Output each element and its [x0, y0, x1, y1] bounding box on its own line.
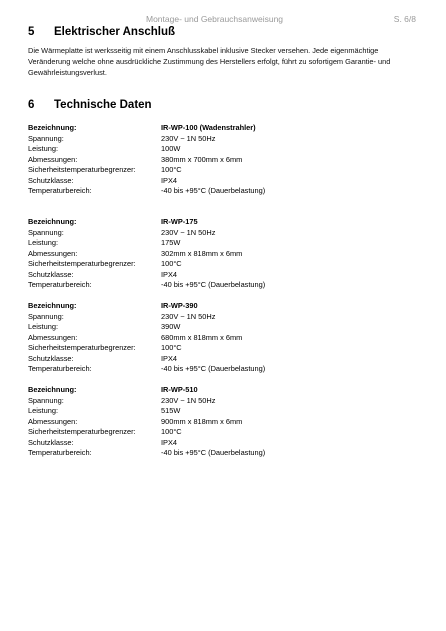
- spec-row-dimensions: [28, 249, 418, 260]
- spec-value: 100W: [161, 144, 181, 153]
- spec-label: Leistung:: [28, 322, 58, 331]
- spec-block-ir-wp-510: [28, 385, 418, 459]
- spec-label: Bezeichnung:: [28, 301, 77, 310]
- section-6-heading: [28, 99, 152, 111]
- spec-label: Leistung:: [28, 144, 58, 153]
- spec-row-designation: [28, 217, 418, 228]
- spec-value: 680mm x 818mm x 6mm: [161, 332, 243, 342]
- spec-row-temperature: [28, 364, 418, 375]
- spec-label: Temperaturbereich:: [28, 186, 92, 195]
- spec-label: Schutzklasse:: [28, 353, 74, 363]
- spec-label: Bezeichnung:: [28, 217, 77, 226]
- spec-row-limiter: [28, 427, 418, 438]
- spec-label: Abmessungen:: [28, 416, 78, 426]
- spec-value: 230V ~ 1N 50Hz: [161, 133, 216, 143]
- spec-label: Sicherheitstemperaturbegrenzer:: [28, 259, 136, 268]
- spec-label: Spannung:: [28, 395, 64, 405]
- spec-row-power: [28, 322, 418, 333]
- spec-value: 390W: [161, 322, 181, 331]
- spec-value: IR-WP-100 (Wadenstrahler): [161, 123, 256, 132]
- spec-value: IPX4: [161, 175, 178, 185]
- spec-row-temperature: [28, 280, 418, 291]
- spec-value: IPX4: [161, 353, 178, 363]
- section-5-number: 5: [28, 26, 35, 38]
- spec-block-ir-wp-100: [28, 123, 418, 197]
- spec-value: 515W: [161, 406, 181, 415]
- spec-value: 230V ~ 1N 50Hz: [161, 227, 216, 237]
- section-6-title: Technische Daten: [54, 99, 152, 111]
- spec-value: 900mm x 818mm x 6mm: [161, 416, 243, 426]
- spec-label: Leistung:: [28, 406, 58, 415]
- spec-row-voltage: [28, 396, 418, 407]
- spec-label: Sicherheitstemperaturbegrenzer:: [28, 165, 136, 174]
- spec-label: Leistung:: [28, 238, 58, 247]
- spec-row-voltage: [28, 312, 418, 323]
- spec-label: Schutzklasse:: [28, 175, 74, 185]
- spec-row-dimensions: [28, 333, 418, 344]
- spec-value: 302mm x 818mm x 6mm: [161, 248, 243, 258]
- page-number: S. 6/8: [393, 14, 416, 24]
- spec-label: Schutzklasse:: [28, 437, 74, 447]
- spec-value: 175W: [161, 238, 181, 247]
- spec-label: Abmessungen:: [28, 248, 78, 258]
- spec-label: Bezeichnung:: [28, 123, 77, 132]
- spec-row-protection: [28, 176, 418, 187]
- spec-row-designation: [28, 123, 418, 134]
- section-5-title: Elektrischer Anschluß: [54, 26, 176, 38]
- spec-row-protection: [28, 438, 418, 449]
- spec-row-protection: [28, 354, 418, 365]
- spec-row-voltage: [28, 134, 418, 145]
- spec-value: 100°C: [161, 343, 182, 352]
- spec-row-temperature: [28, 186, 418, 197]
- spec-value: -40 bis +95°C (Dauerbelastung): [161, 186, 266, 195]
- spec-value: 100°C: [161, 165, 182, 174]
- spec-row-voltage: [28, 228, 418, 239]
- spec-row-power: [28, 406, 418, 417]
- section-5-heading: [28, 26, 175, 38]
- header-title: Montage- und Gebrauchsanweisung: [146, 14, 284, 24]
- spec-label: Temperaturbereich:: [28, 448, 92, 457]
- spec-block-ir-wp-390: [28, 301, 418, 375]
- spec-row-power: [28, 238, 418, 249]
- spec-value: IPX4: [161, 269, 178, 279]
- spec-label: Abmessungen:: [28, 154, 78, 164]
- spec-row-designation: [28, 385, 418, 396]
- spec-value: IR-WP-510: [161, 385, 198, 394]
- spec-block-ir-wp-175: [28, 217, 418, 291]
- spec-label: Bezeichnung:: [28, 385, 77, 394]
- section-5-paragraph: Die Wärmeplatte ist werksseitig mit einem Anschlusskabel inklusive Stecker versehen. Jede eigenmächtige Veränderung welche ohne ausdrückliche Zustimmung des Herstellers erfolgt, führt zu sofortigem Garantie- und Gewährleistungsverlust.: [28, 46, 391, 77]
- running-header: [0, 14, 446, 26]
- spec-label: Spannung:: [28, 311, 64, 321]
- spec-value: 100°C: [161, 427, 182, 436]
- spec-value: 230V ~ 1N 50Hz: [161, 395, 216, 405]
- spec-row-temperature: [28, 448, 418, 459]
- section-6-number: 6: [28, 99, 35, 111]
- spec-value: -40 bis +95°C (Dauerbelastung): [161, 364, 266, 373]
- spec-value: IR-WP-175: [161, 217, 198, 226]
- spec-row-dimensions: [28, 155, 418, 166]
- spec-row-limiter: [28, 259, 418, 270]
- spec-value: -40 bis +95°C (Dauerbelastung): [161, 280, 266, 289]
- spec-row-protection: [28, 270, 418, 281]
- spec-label: Spannung:: [28, 227, 64, 237]
- spec-row-limiter: [28, 343, 418, 354]
- spec-label: Temperaturbereich:: [28, 364, 92, 373]
- spec-value: 100°C: [161, 259, 182, 268]
- spec-label: Sicherheitstemperaturbegrenzer:: [28, 427, 136, 436]
- spec-label: Schutzklasse:: [28, 269, 74, 279]
- spec-row-limiter: [28, 165, 418, 176]
- spec-row-power: [28, 144, 418, 155]
- spec-value: 380mm x 700mm x 6mm: [161, 154, 243, 164]
- spec-value: IPX4: [161, 437, 178, 447]
- spec-label: Temperaturbereich:: [28, 280, 92, 289]
- spec-label: Sicherheitstemperaturbegrenzer:: [28, 343, 136, 352]
- spec-value: 230V ~ 1N 50Hz: [161, 311, 216, 321]
- spec-row-designation: [28, 301, 418, 312]
- spec-value: -40 bis +95°C (Dauerbelastung): [161, 448, 266, 457]
- spec-label: Abmessungen:: [28, 332, 78, 342]
- spec-label: Spannung:: [28, 133, 64, 143]
- spec-value: IR-WP-390: [161, 301, 198, 310]
- spec-row-dimensions: [28, 417, 418, 428]
